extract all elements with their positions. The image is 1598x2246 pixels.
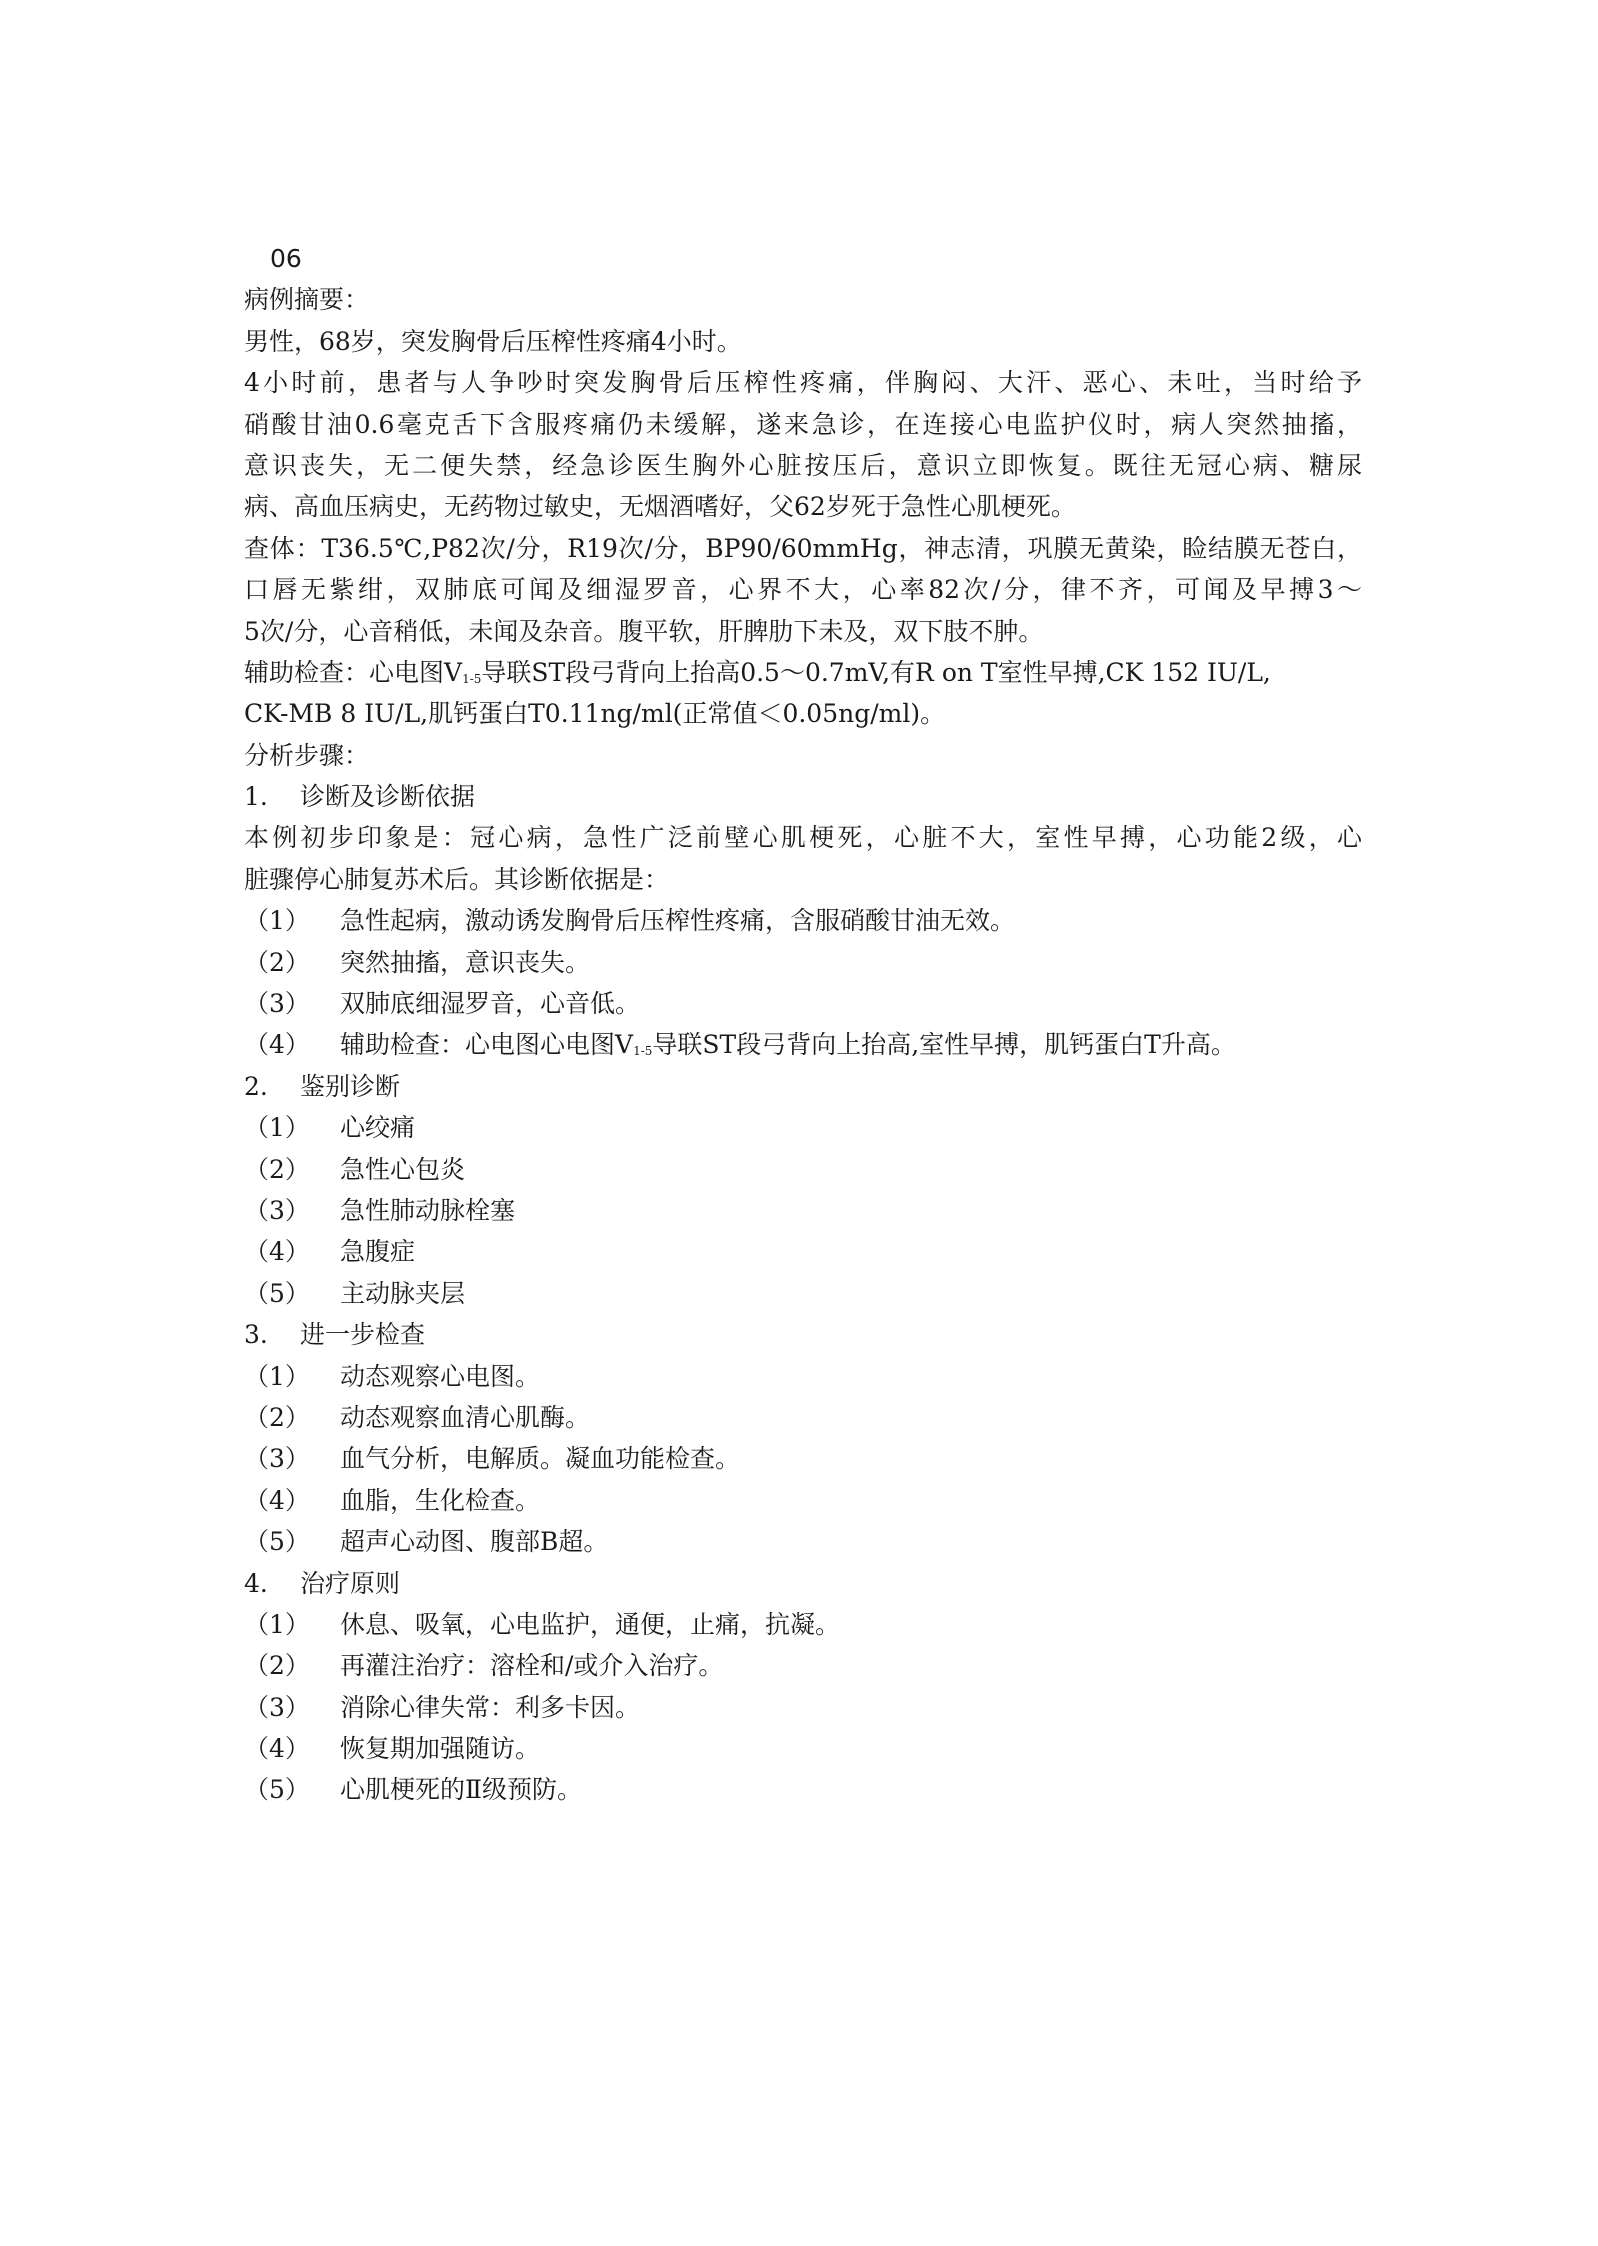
- item-text: 突然抽搐，意识丧失。: [340, 947, 591, 977]
- item-text: 急性肺动脉栓塞: [340, 1195, 516, 1225]
- item-number: （5）: [244, 1527, 310, 1557]
- item-number: （5）: [244, 1775, 310, 1805]
- list-item: [244, 1728, 1364, 1769]
- item-number: （1）: [244, 1113, 310, 1143]
- item-number: （3）: [244, 1195, 310, 1225]
- list-item: [244, 942, 1364, 983]
- section-number: 2.: [244, 1071, 268, 1101]
- analysis-heading: 分析步骤：: [244, 740, 370, 770]
- item-text: 急腹症: [340, 1237, 416, 1267]
- item-number: （4）: [244, 1030, 310, 1060]
- diagnosis-intro-line: 脏骤停心肺复苏术后。其诊断依据是：: [244, 864, 670, 894]
- item-number: （4）: [244, 1237, 310, 1267]
- section-title: 治疗原则: [300, 1568, 401, 1598]
- section-heading: [244, 1314, 1364, 1355]
- list-item: [244, 1356, 1364, 1397]
- exam-line: 查体：T36.5℃,P82次/分，R19次/分，BP90/60mmHg，神志清，巩膜无黄染，睑结膜无苍白，: [244, 533, 1362, 563]
- document-page: [244, 238, 1364, 1811]
- item-text: 消除心律失常：利多卡因。: [340, 1692, 641, 1722]
- item-text-prefix: 辅助检查：心电图心电图V: [340, 1030, 634, 1060]
- section-heading: [244, 1563, 1364, 1604]
- list-item: [244, 900, 1364, 941]
- item-number: （1）: [244, 1609, 310, 1639]
- section-title: 鉴别诊断: [300, 1071, 401, 1101]
- list-item: [244, 1769, 1364, 1810]
- item-text: 血气分析，电解质。凝血功能检查。: [340, 1444, 741, 1474]
- item-number: （4）: [244, 1485, 310, 1515]
- summary-line: 4小时前，患者与人争吵时突发胸骨后压榨性疼痛，伴胸闷、大汗、恶心、未吐，当时给予: [244, 368, 1362, 398]
- item-text: 血脂，生化检查。: [340, 1485, 541, 1515]
- item-number: （2）: [244, 1651, 310, 1681]
- list-item: [244, 983, 1364, 1024]
- aux-exam-line-2: CK-MB 8 IU/L,肌钙蛋白T0.11ng/ml(正常值＜0.05ng/ml)。: [244, 699, 946, 729]
- section-heading: [244, 776, 1364, 817]
- list-item: [244, 1024, 1364, 1065]
- item-number: （2）: [244, 1154, 310, 1184]
- list-item: [244, 1687, 1364, 1728]
- aux-exam-prefix: 辅助检查：心电图V: [244, 657, 463, 687]
- item-text-suffix: 导联ST段弓背向上抬高,室性早搏，肌钙蛋白T升高。: [652, 1030, 1236, 1060]
- list-item: [244, 1645, 1364, 1686]
- item-text-subscript: 1-5: [633, 1044, 653, 1059]
- exam-line: 5次/分，心音稍低，未闻及杂音。腹平软，肝脾肋下未及，双下肢不肿。: [244, 616, 1044, 646]
- list-item: [244, 1190, 1364, 1231]
- aux-exam-line: [244, 652, 1364, 693]
- item-number: （2）: [244, 1402, 310, 1432]
- item-text: 动态观察血清心肌酶。: [340, 1402, 591, 1432]
- item-number: （1）: [244, 906, 310, 936]
- item-number: （2）: [244, 947, 310, 977]
- list-item: [244, 1480, 1364, 1521]
- section-number: 4.: [244, 1568, 268, 1598]
- summary-line: 意识丧失，无二便失禁，经急诊医生胸外心脏按压后，意识立即恢复。既往无冠心病、糖尿: [244, 450, 1362, 480]
- section-number: 1.: [244, 782, 268, 812]
- item-text: 恢复期加强随访。: [340, 1734, 541, 1764]
- aux-exam-suffix: 导联ST段弓背向上抬高0.5～0.7mV,有R on T室性早搏,CK 152 IU/L,: [481, 657, 1271, 687]
- list-item: [244, 1231, 1364, 1272]
- section-title: 诊断及诊断依据: [300, 782, 476, 812]
- list-item: [244, 1604, 1364, 1645]
- aux-exam-subscript: 1-5: [462, 671, 482, 686]
- summary-line: 病、高血压病史，无药物过敏史，无烟酒嗜好，父62岁死于急性心肌梗死。: [244, 492, 1076, 522]
- item-number: （3）: [244, 1444, 310, 1474]
- item-number: （3）: [244, 1692, 310, 1722]
- list-item: [244, 1107, 1364, 1148]
- summary-line: 硝酸甘油0.6毫克舌下含服疼痛仍未缓解，遂来急诊，在连接心电监护仪时，病人突然抽搐，: [244, 409, 1362, 439]
- item-text: 心绞痛: [340, 1113, 416, 1143]
- exam-line: 口唇无紫绀，双肺底可闻及细湿罗音，心界不大，心率82次/分，律不齐，可闻及早搏3～: [244, 575, 1362, 605]
- section-heading: [244, 1066, 1364, 1107]
- item-text: 心肌梗死的Ⅱ级预防。: [340, 1775, 582, 1805]
- item-text: 急性心包炎: [340, 1154, 466, 1184]
- item-text: 超声心动图、腹部B超。: [340, 1527, 609, 1557]
- item-text: 动态观察心电图。: [340, 1361, 541, 1391]
- summary-line: 男性，68岁，突发胸骨后压榨性疼痛4小时。: [244, 326, 742, 356]
- section-number: 3.: [244, 1320, 268, 1350]
- item-number: （5）: [244, 1278, 310, 1308]
- item-text: 主动脉夹层: [340, 1278, 466, 1308]
- list-item: [244, 1397, 1364, 1438]
- item-number: （1）: [244, 1361, 310, 1391]
- section-title: 进一步检查: [300, 1320, 426, 1350]
- list-item: [244, 1521, 1364, 1562]
- case-number: 06: [270, 244, 302, 273]
- summary-heading: 病例摘要：: [244, 285, 370, 315]
- item-text: 再灌注治疗：溶栓和/或介入治疗。: [340, 1651, 724, 1681]
- item-number: （3）: [244, 989, 310, 1019]
- item-text: 急性起病，激动诱发胸骨后压榨性疼痛，含服硝酸甘油无效。: [340, 906, 1016, 936]
- item-number: （4）: [244, 1734, 310, 1764]
- item-text: 双肺底细湿罗音，心音低。: [340, 989, 641, 1019]
- diagnosis-intro-line: 本例初步印象是：冠心病，急性广泛前壁心肌梗死，心脏不大，室性早搏，心功能2级，心: [244, 823, 1362, 853]
- item-text: [340, 1024, 1236, 1065]
- item-text: 休息、吸氧，心电监护，通便，止痛，抗凝。: [340, 1609, 841, 1639]
- list-item: [244, 1149, 1364, 1190]
- list-item: [244, 1438, 1364, 1479]
- list-item: [244, 1273, 1364, 1314]
